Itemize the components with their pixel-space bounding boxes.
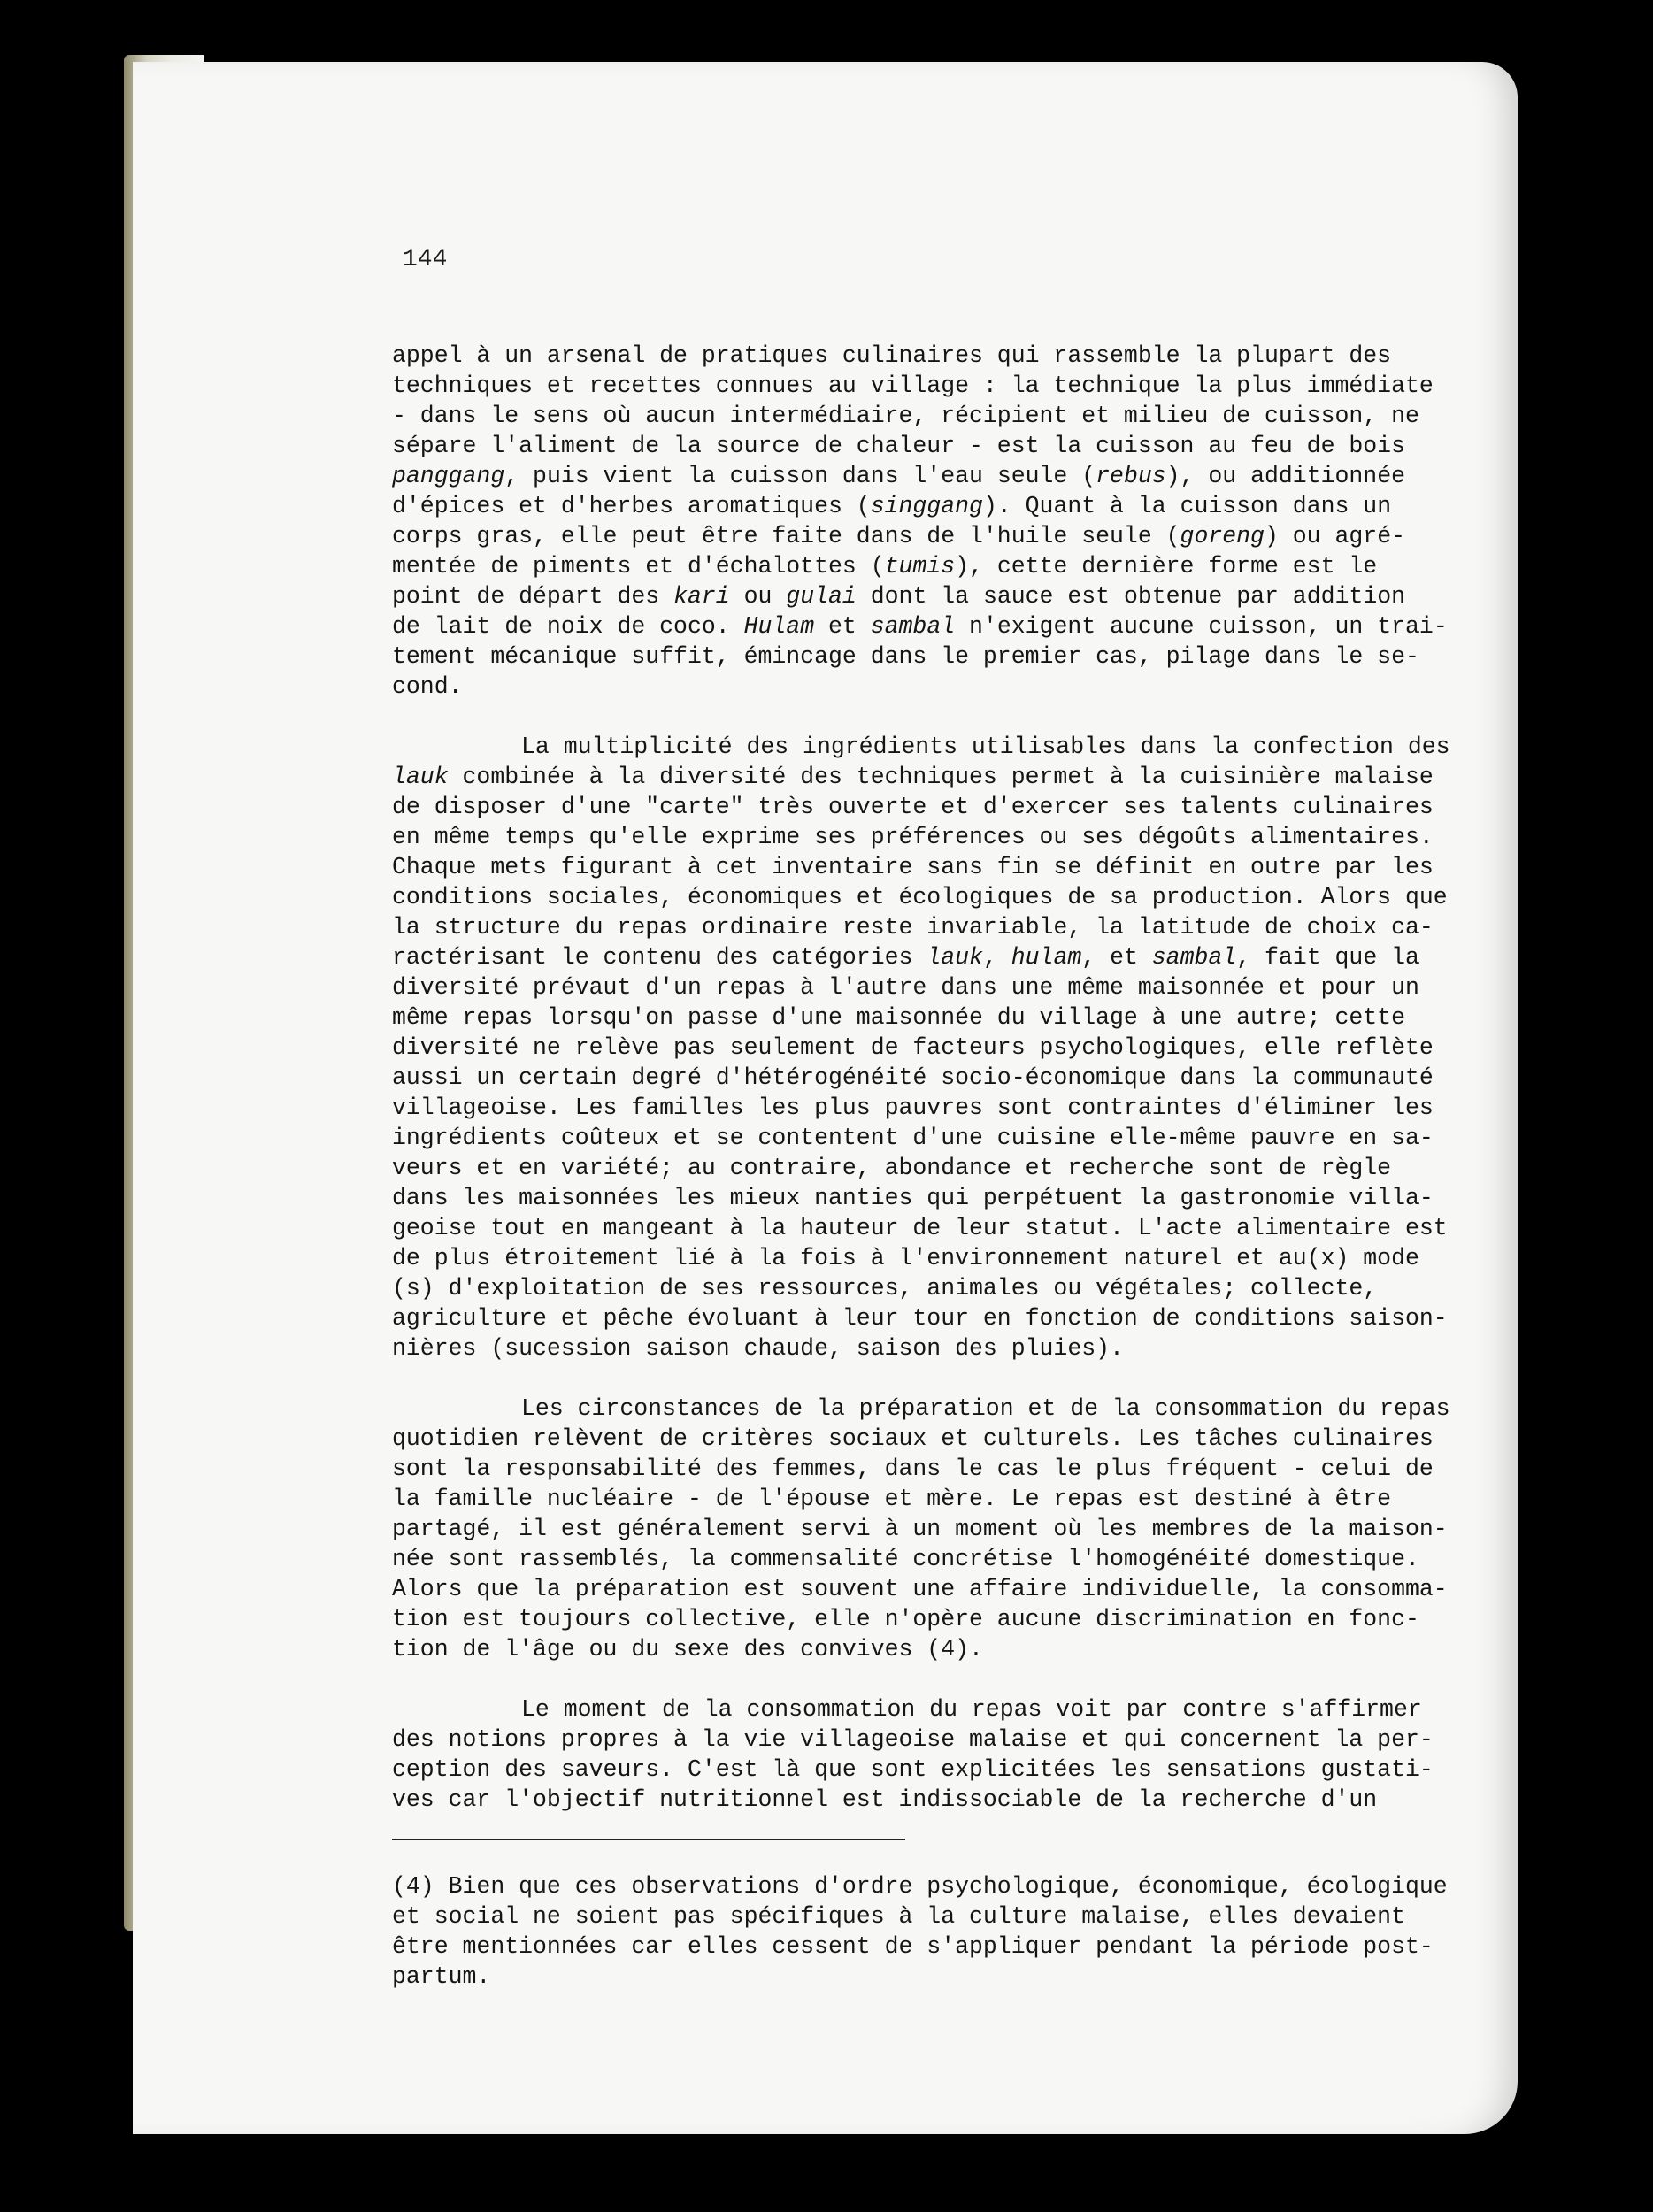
footnote-line: être mentionnées car elles cessent de s'appliquer pendant la période post- [392,1933,1434,1960]
italic-term: singgang [870,493,983,519]
text-line [392,551,1489,581]
text-run: même repas lorsqu'on passe d'une maisonnée du village à une autre; cette [392,1004,1405,1031]
text-line [392,1333,1489,1363]
text-run: , fait que la [1236,944,1419,971]
text-run: et [814,613,871,640]
text-line [392,1724,1489,1755]
text-line [392,1213,1489,1243]
text-line [392,521,1489,551]
text-line [392,942,1489,972]
italic-term: sambal [1151,944,1237,971]
text-run: ingrédients coûteux et se contentent d'une cuisine elle-même pauvre en sa- [392,1125,1434,1151]
text-run: tion de l'âge ou du sexe des convives (4). [392,1636,983,1663]
text-line [392,491,1489,521]
text-line [392,912,1489,942]
text-line [392,401,1489,431]
text-run: villageoise. Les familles les plus pauvres sont contraintes d'éliminer les [392,1094,1434,1121]
italic-term: tumis [884,553,956,580]
text-run: conditions sociales, économiques et écologiques de sa production. Alors que [392,884,1448,910]
text-run: Les circonstances de la préparation et de la consommation du repas [521,1395,1450,1422]
text-run: sépare l'aliment de la source de chaleur - est la cuisson au feu de bois [392,433,1405,459]
text-run: la structure du repas ordinaire reste invariable, la latitude de choix ca- [392,914,1434,941]
text-run: ), cette dernière forme est le [955,553,1378,580]
text-line [392,341,1489,371]
italic-term: lauk [392,764,449,790]
text-run: la famille nucléaire - de l'épouse et mère. Le repas est destiné à être [392,1486,1392,1512]
text-line [392,1303,1489,1333]
text-line [392,732,1489,762]
text-line [392,1755,1489,1785]
text-run: nières (sucession saison chaude, saison des pluies). [392,1335,1124,1362]
text-run: n'exigent aucune cuisson, un trai- [955,613,1448,640]
text-line [392,1273,1489,1303]
italic-term: hulam [1011,944,1082,971]
text-run: geoise tout en mangeant à la hauteur de leur statut. L'acte alimentaire est [392,1215,1448,1241]
text-line [392,972,1489,1002]
text-line [392,1063,1489,1093]
footnote [392,1871,1489,1992]
text-run: ves car l'objectif nutritionnel est indissociable de la recherche d'un [392,1786,1378,1813]
text-run: d'épices et d'herbes aromatiques ( [392,493,871,519]
text-line [392,672,1489,702]
text-run: , puis vient la cuisson dans l'eau seule ( [504,463,1096,489]
footnote-line: et social ne soient pas spécifiques à la culture malaise, elles devaient [392,1903,1405,1930]
text-run: de lait de noix de coco. [392,613,744,640]
page-number: 144 [403,246,448,273]
text-run: ), ou additionnée [1165,463,1406,489]
text-line [392,1694,1489,1724]
text-run: combinée à la diversité des techniques permet à la cuisinière malaise [448,764,1434,790]
text-line [392,1243,1489,1273]
text-run: diversité prévaut d'un repas à l'autre dans une même maisonnée et pour un [392,974,1419,1001]
text-run: appel à un arsenal de pratiques culinaires qui rassemble la plupart des [392,342,1392,369]
footnote-separator [392,1839,905,1840]
italic-term: lauk [926,944,983,971]
italic-term: kari [673,583,730,610]
text-line [392,1093,1489,1123]
text-line [392,1785,1489,1815]
text-run: en même temps qu'elle exprime ses préférences ou ses dégoûts alimentaires. [392,824,1434,850]
text-line [392,792,1489,822]
text-line [392,431,1489,461]
text-line [392,581,1489,611]
text-line [392,1454,1489,1484]
text-run: La multiplicité des ingrédients utilisables dans la confection des [521,733,1450,760]
text-run: de plus étroitement lié à la fois à l'environnement naturel et au(x) mode [392,1245,1419,1271]
italic-term: sambal [870,613,956,640]
text-line [392,611,1489,641]
text-line [392,1574,1489,1604]
text-run: sont la responsabilité des femmes, dans le cas le plus fréquent - celui de [392,1455,1434,1482]
text-run: mentée de piments et d'échalottes ( [392,553,885,580]
text-run: aussi un certain degré d'hétérogénéité socio-économique dans la communauté [392,1064,1434,1091]
text-line [392,1514,1489,1544]
text-run: , et [1081,944,1152,971]
footnote-line: (4) Bien que ces observations d'ordre psychologique, économique, écologique [392,1873,1448,1900]
text-line [392,1183,1489,1213]
text-line [392,1394,1489,1424]
text-run: ception des saveurs. C'est là que sont explicitées les sensations gustati- [392,1756,1434,1783]
text-line [392,1033,1489,1063]
text-line [392,371,1489,401]
text-run: techniques et recettes connues au village : la technique la plus immédiate [392,373,1434,399]
text-line [392,1153,1489,1183]
text-line [392,1634,1489,1664]
text-run: dans les maisonnées les mieux nanties qui perpétuent la gastronomie villa- [392,1185,1434,1211]
text-run: , [982,944,1011,971]
text-line [392,1544,1489,1574]
paragraph-gap [392,702,1489,732]
text-line [392,1424,1489,1454]
text-run: née sont rassemblés, la commensalité concrétise l'homogénéité domestique. [392,1546,1419,1572]
italic-term: goreng [1180,523,1265,549]
text-run: ou [729,583,787,610]
text-run: de disposer d'une "carte" très ouverte et d'exercer ses talents culinaires [392,794,1434,820]
text-run: cond. [392,673,463,700]
text-line [392,852,1489,882]
italic-term: panggang [392,463,505,489]
text-run: partagé, il est généralement servi à un moment où les membres de la maison- [392,1516,1448,1542]
text-run: Alors que la préparation est souvent une affaire individuelle, la consomma- [392,1576,1448,1602]
text-line [392,1604,1489,1634]
text-run: (s) d'exploitation de ses ressources, animales ou végétales; collecte, [392,1275,1378,1302]
italic-term: rebus [1096,463,1166,489]
text-run: ) ou agré- [1264,523,1405,549]
italic-term: gulai [786,583,857,610]
text-run: diversité ne relève pas seulement de facteurs psychologiques, elle reflète [392,1034,1434,1061]
text-run: Le moment de la consommation du repas voit par contre s'affirmer [521,1696,1422,1723]
text-run: ). Quant à la cuisson dans un [982,493,1392,519]
text-line [392,822,1489,852]
text-run: Chaque mets figurant à cet inventaire sans fin se définit en outre par les [392,854,1434,880]
paragraph-gap [392,1363,1489,1394]
text-line [392,1123,1489,1153]
footnote-line: partum. [392,1963,491,1990]
body-text [392,341,1489,1815]
text-run: - dans le sens où aucun intermédiaire, récipient et milieu de cuisson, ne [392,403,1419,429]
text-run: ractérisant le contenu des catégories [392,944,927,971]
text-line [392,1484,1489,1514]
text-run: point de départ des [392,583,674,610]
italic-term: Hulam [743,613,815,640]
text-run: tement mécanique suffit, émincage dans le premier cas, pilage dans le se- [392,643,1419,670]
text-run: des notions propres à la vie villageoise malaise et qui concernent la per- [392,1726,1434,1753]
text-run: agriculture et pêche évoluant à leur tour en fonction de conditions saison- [392,1305,1448,1332]
text-run: tion est toujours collective, elle n'opère aucune discrimination en fonc- [392,1606,1419,1632]
text-run: veurs et en variété; au contraire, abondance et recherche sont de règle [392,1155,1392,1181]
text-run: corps gras, elle peut être faite dans de l'huile seule ( [392,523,1180,549]
paragraph-gap [392,1664,1489,1694]
text-run: dont la sauce est obtenue par addition [856,583,1406,610]
text-line [392,1002,1489,1033]
text-line [392,641,1489,672]
text-line [392,461,1489,491]
text-line [392,882,1489,912]
text-run: quotidien relèvent de critères sociaux et culturels. Les tâches culinaires [392,1425,1434,1452]
text-line [392,762,1489,792]
